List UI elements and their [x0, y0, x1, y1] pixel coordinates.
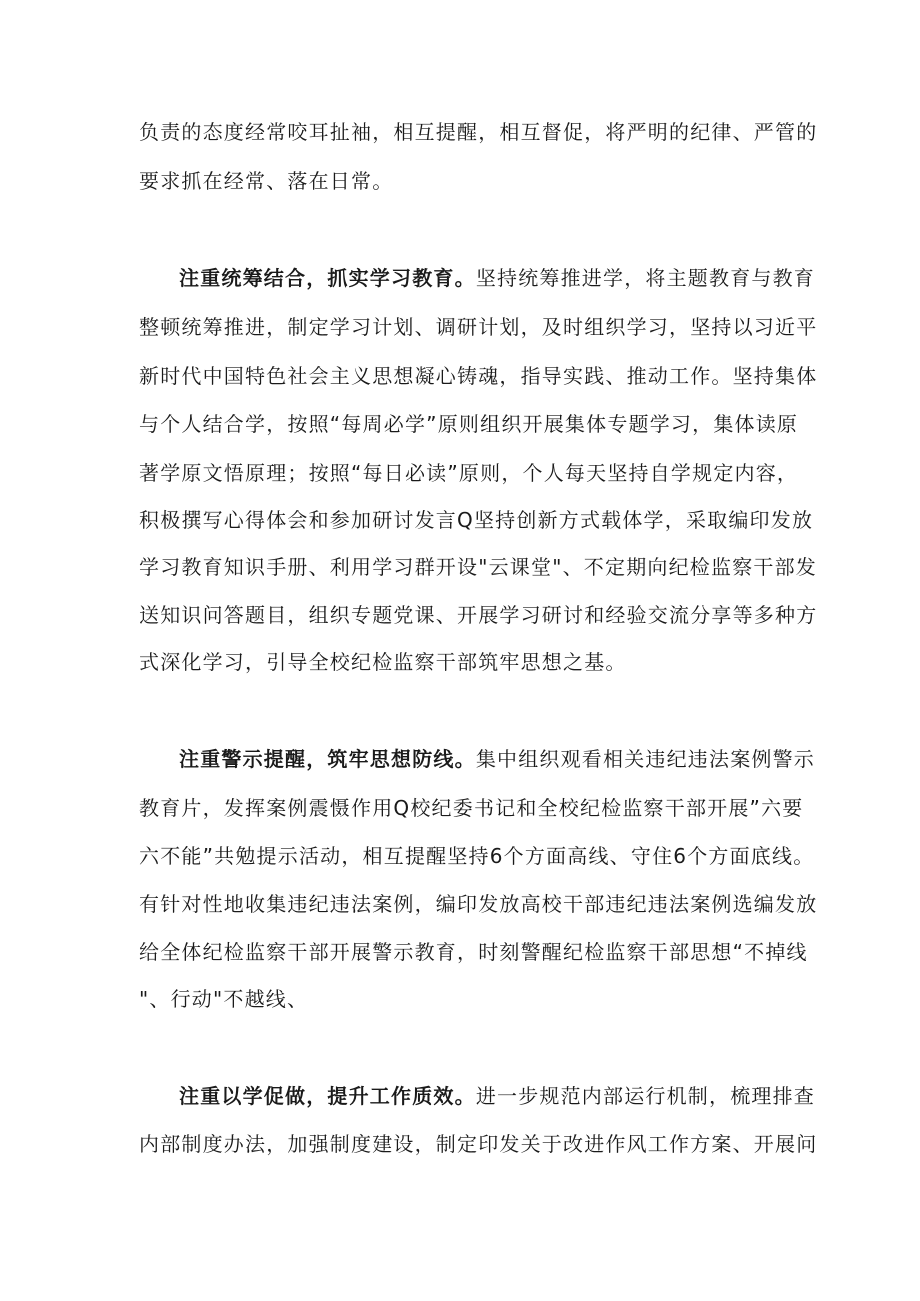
paragraph-heading: 注重警示提醒，筑牢思想防线。: [179, 747, 476, 771]
paragraph-heading: 注重统筹结合，抓实学习教育。: [179, 266, 476, 290]
paragraph-first-line: [179, 745, 815, 773]
paragraph-line: 内部制度办法，加强制度建设，制定印发关于改进作风工作方案、开展问: [139, 1132, 818, 1156]
paragraph-line: "、行动"不越线、: [139, 987, 309, 1011]
paragraph-first-line: [179, 1082, 815, 1110]
paragraph-line: 六不能”共勉提示活动，相互提醒坚持6个方面高线、守住6个方面底线。: [139, 844, 815, 868]
paragraph-line: 著学原文悟原理；按照“每日必读”原则，个人每天坚持自学规定内容，: [139, 461, 799, 485]
paragraph-line: 整顿统筹推进，制定学习计划、调研计划，及时组织学习，坚持以习近平: [139, 315, 818, 339]
paragraph-line: 新时代中国特色社会主义思想凝心铸魂，指导实践、推动工作。坚持集体: [139, 364, 818, 388]
paragraph-line: 学习教育知识手册、利用学习群开设"云课堂"、不定期向纪检监察干部发: [139, 555, 817, 579]
paragraph-line: 要求抓在经常、落在日常。: [139, 169, 394, 193]
paragraph-line: 负责的态度经常咬耳扯袖，相互提醒，相互督促，将严明的纪律、严管的: [139, 120, 818, 144]
paragraph-line: 教育片，发挥案例震慑作用Q校纪委书记和全校纪检监察干部开展”六要: [139, 796, 804, 820]
paragraph-line: 集中组织观看相关违纪违法案例警示: [475, 747, 816, 771]
paragraph-line: 有针对性地收集违纪违法案例，编印发放高校干部违纪违法案例选编发放: [139, 892, 818, 916]
paragraph-line: 坚持统筹推进学，将主题教育与教育: [475, 266, 816, 290]
paragraph-line: 送知识问答题目，组织专题党课、开展学习研讨和经验交流分享等多种方: [139, 603, 818, 627]
paragraph-line: 式深化学习，引导全校纪检监察干部筑牢思想之基。: [139, 650, 627, 674]
paragraph-first-line: [179, 264, 815, 292]
paragraph-line: 给全体纪检监察干部开展警示教育，时刻警醒纪检监察干部思想“不掉线: [139, 940, 808, 964]
paragraph-line: 进一步规范内部运行机制，梳理排查: [475, 1084, 816, 1108]
paragraph-line: 与个人结合学，按照“每周必学”原则组织开展集体专题学习，集体读原: [139, 412, 799, 436]
paragraph-heading: 注重以学促做，提升工作质效。: [179, 1084, 476, 1108]
paragraph-line: 积极撰写心得体会和参加研讨发言Q坚持创新方式载体学，采取编印发放: [139, 508, 814, 532]
